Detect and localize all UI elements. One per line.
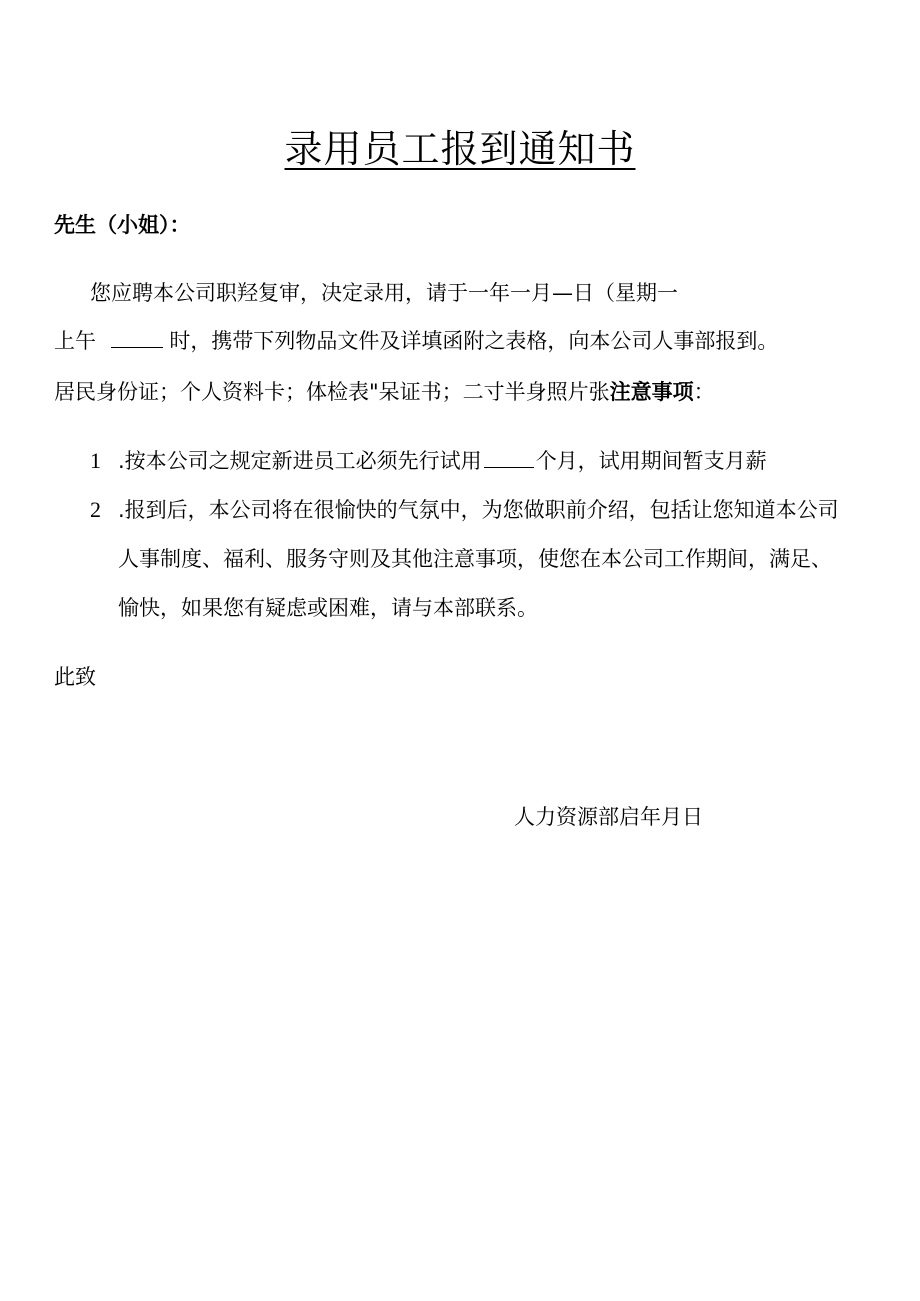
list-item-1 (90, 446, 767, 476)
list-item-1-text-end: 个月，试用期间暂支月薪 (535, 449, 767, 473)
document-title: 录用员工报到通知书 (284, 127, 636, 171)
paragraph-line-1: 您应聘本公司职羟复审，决定录用，请于一年一月—日（星期一 (90, 281, 678, 305)
list-item-2-line-2: 人事制度、福利、服务守则及其他注意事项，使您在本公司工作期间，满足、 (118, 547, 832, 571)
notes-colon: ： (693, 380, 715, 404)
months-blank (484, 449, 534, 468)
closing: 此致 (54, 665, 96, 689)
time-prefix: 上午 (54, 329, 96, 353)
documents-list: 居民身份证；个人资料卡；体检表"呆证书；二寸半身照片张 (54, 380, 610, 404)
list-item-2-line-3: 愉快，如果您有疑虑或困难，请与本部联系。 (118, 596, 538, 620)
notes-heading: 注意事项 (609, 380, 694, 404)
signature: 人力资源部启年月日 (514, 805, 703, 829)
list-item-2 (90, 495, 839, 525)
paragraph-line-2 (54, 326, 778, 356)
salutation: 先生（小姐）： (54, 213, 191, 237)
hour-blank (111, 329, 163, 348)
paragraph-line-2-text: 时，携带下列物品文件及详填函附之表格，向本公司人事部报到。 (169, 329, 779, 353)
list-item-1-text: .按本公司之规定新进员工必须先行试用 (118, 449, 482, 473)
paragraph-line-3 (54, 377, 715, 407)
list-item-2-line-1: .报到后，本公司将在很愉快的气氛中，为您做职前介绍，包括让您知道本公司 (118, 498, 839, 522)
list-item-1-number: 1 (90, 448, 101, 473)
list-item-2-number: 2 (90, 497, 101, 522)
